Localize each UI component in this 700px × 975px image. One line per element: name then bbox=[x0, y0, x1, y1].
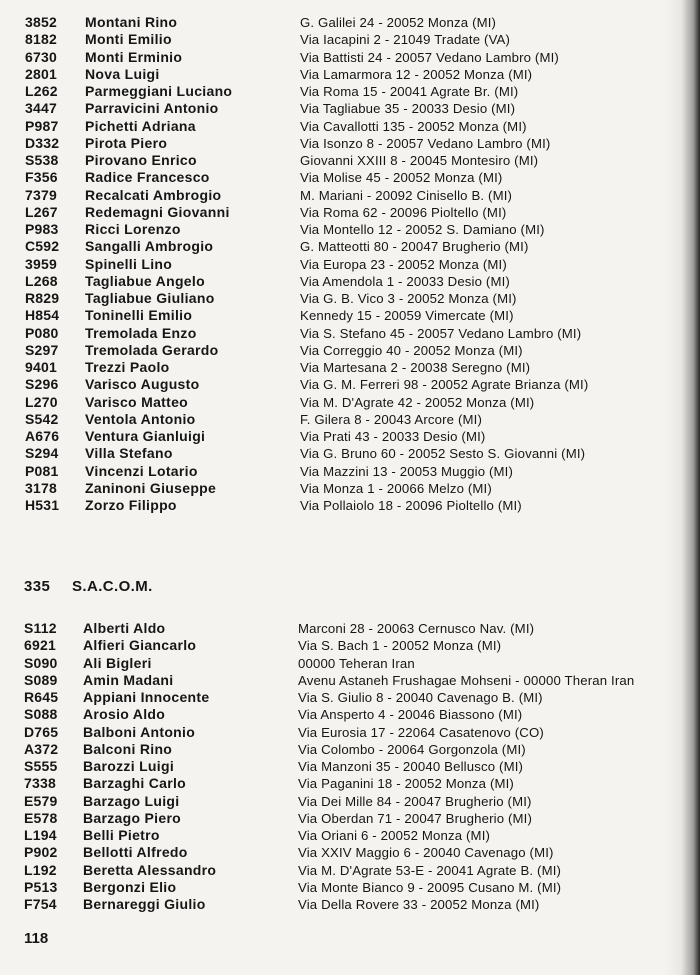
member-name: Toninelli Emilio bbox=[85, 307, 193, 324]
section-title: S.A.C.O.M. bbox=[72, 578, 153, 595]
member-code: L270 bbox=[25, 393, 58, 410]
member-code: S542 bbox=[25, 410, 59, 427]
member-name: Ricci Lorenzo bbox=[85, 221, 181, 237]
page-number: 118 bbox=[24, 930, 49, 947]
member-name: Arosio Aldo bbox=[83, 706, 166, 723]
member-code: S555 bbox=[24, 758, 58, 774]
member-code: F356 bbox=[25, 169, 58, 186]
member-address: Via Isonzo 8 - 20057 Vedano Lambro (MI) bbox=[300, 135, 551, 151]
member-address: Via Paganini 18 - 20052 Monza (MI) bbox=[298, 776, 514, 792]
member-name: Barzago Piero bbox=[83, 809, 182, 826]
member-name: Bellotti Alfredo bbox=[83, 844, 188, 861]
member-name: Varisco Matteo bbox=[85, 393, 189, 410]
member-address: Via Lamarmora 12 - 20052 Monza (MI) bbox=[300, 66, 533, 82]
member-name: Ali Bigleri bbox=[83, 654, 152, 671]
member-address: Marconi 28 - 20063 Cernusco Nav. (MI) bbox=[298, 621, 535, 636]
member-code: S112 bbox=[24, 620, 57, 636]
member-address: Via G. Bruno 60 - 20052 Sesto S. Giovanni (MI) bbox=[300, 446, 586, 462]
member-name: Tagliabue Giuliano bbox=[85, 290, 215, 306]
member-name: Alfieri Giancarlo bbox=[83, 637, 197, 654]
member-address: Via M. D'Agrate 42 - 20052 Monza (MI) bbox=[300, 394, 535, 410]
member-address: Via Monte Bianco 9 - 20095 Cusano M. (MI) bbox=[298, 879, 562, 895]
member-code: P983 bbox=[25, 221, 59, 237]
member-address: G. Galilei 24 - 20052 Monza (MI) bbox=[300, 15, 497, 30]
member-code: 7379 bbox=[25, 186, 57, 203]
member-address: Via Correggio 40 - 20052 Monza (MI) bbox=[300, 342, 523, 358]
member-code: 7338 bbox=[24, 775, 56, 792]
member-code: P987 bbox=[25, 117, 59, 134]
member-address: Via Monza 1 - 20066 Melzo (MI) bbox=[300, 480, 492, 496]
member-address: Via Pollaiolo 18 - 20096 Pioltello (MI) bbox=[300, 498, 522, 513]
member-name: Tremolada Enzo bbox=[85, 324, 197, 341]
member-address: Kennedy 15 - 20059 Vimercate (MI) bbox=[300, 308, 514, 324]
member-name: Tagliabue Angelo bbox=[85, 272, 205, 289]
member-address: Via Oberdan 71 - 20047 Brugherio (MI) bbox=[298, 810, 533, 826]
member-name: Ventola Antonio bbox=[85, 410, 196, 427]
member-address: Giovanni XXIII 8 - 20045 Montesiro (MI) bbox=[300, 153, 539, 168]
member-address: Via Europa 23 - 20052 Monza (MI) bbox=[300, 256, 507, 272]
member-address: Via Colombo - 20064 Gorgonzola (MI) bbox=[298, 741, 526, 757]
member-code: S297 bbox=[25, 341, 59, 358]
member-code: C592 bbox=[25, 238, 60, 255]
member-name: Redemagni Giovanni bbox=[85, 203, 230, 220]
member-code: L268 bbox=[25, 272, 58, 289]
member-address: M. Mariani - 20092 Cinisello B. (MI) bbox=[300, 187, 513, 203]
member-name: Appiani Innocente bbox=[83, 689, 210, 705]
member-code: 3959 bbox=[25, 255, 57, 272]
member-address: Via Dei Mille 84 - 20047 Brugherio (MI) bbox=[298, 793, 532, 809]
member-name: Parmeggiani Luciano bbox=[85, 83, 233, 99]
member-code: S296 bbox=[25, 376, 59, 393]
member-code: S088 bbox=[24, 706, 58, 723]
member-code: D332 bbox=[25, 134, 60, 151]
member-address: 00000 Teheran Iran bbox=[298, 655, 415, 671]
member-name: Montani Rino bbox=[85, 14, 178, 30]
member-name: Bernareggi Giulio bbox=[83, 896, 206, 912]
member-code: P902 bbox=[24, 844, 58, 861]
member-address: Via Della Rovere 33 - 20052 Monza (MI) bbox=[298, 897, 540, 912]
member-name: Monti Emilio bbox=[85, 31, 172, 48]
member-name: Trezzi Paolo bbox=[85, 359, 170, 375]
member-code: 6921 bbox=[24, 637, 56, 654]
member-code: P080 bbox=[25, 324, 59, 341]
member-name: Barzaghi Carlo bbox=[83, 775, 186, 792]
member-address: Via S. Stefano 45 - 20057 Vedano Lambro (MI) bbox=[300, 325, 582, 341]
member-name: Zorzo Filippo bbox=[85, 497, 177, 513]
member-name: Pirota Piero bbox=[85, 134, 168, 151]
member-code: S538 bbox=[25, 152, 59, 168]
member-name: Belli Pietro bbox=[83, 827, 160, 843]
member-address: Via Battisti 24 - 20057 Vedano Lambro (MI) bbox=[300, 49, 559, 65]
member-code: 6730 bbox=[25, 48, 57, 65]
member-address: Via Iacapini 2 - 21049 Tradate (VA) bbox=[300, 32, 511, 48]
member-name: Beretta Alessandro bbox=[83, 861, 217, 878]
member-name: Pichetti Adriana bbox=[85, 117, 196, 134]
member-address: Via G. B. Vico 3 - 20052 Monza (MI) bbox=[300, 291, 517, 306]
member-address: Via Amendola 1 - 20033 Desio (MI) bbox=[300, 273, 510, 289]
section-number: 335 bbox=[24, 578, 51, 595]
member-code: H531 bbox=[25, 497, 60, 513]
member-address: Via Manzoni 35 - 20040 Bellusco (MI) bbox=[298, 759, 524, 774]
member-name: Amin Madani bbox=[83, 671, 174, 688]
member-code: 9401 bbox=[25, 359, 57, 375]
member-address: Via Prati 43 - 20033 Desio (MI) bbox=[300, 429, 486, 444]
member-name: Alberti Aldo bbox=[83, 620, 166, 636]
member-address: Via M. D'Agrate 53-E - 20041 Agrate B. (MI) bbox=[298, 862, 562, 878]
member-name: Varisco Augusto bbox=[85, 376, 200, 393]
member-name: Pirovano Enrico bbox=[85, 152, 197, 168]
member-address: G. Matteotti 80 - 20047 Brugherio (MI) bbox=[300, 239, 529, 255]
member-name: Villa Stefano bbox=[85, 445, 173, 462]
member-name: Spinelli Lino bbox=[85, 255, 173, 272]
member-code: 3447 bbox=[25, 100, 57, 117]
member-code: A676 bbox=[25, 428, 60, 444]
member-address: Via Tagliabue 35 - 20033 Desio (MI) bbox=[300, 101, 516, 117]
member-code: A372 bbox=[24, 740, 59, 757]
member-address: Via Mazzini 13 - 20053 Muggio (MI) bbox=[300, 463, 514, 479]
member-address: Via G. M. Ferreri 98 - 20052 Agrate Brianza (MI) bbox=[300, 377, 589, 393]
member-name: Balboni Antonio bbox=[83, 723, 196, 740]
member-name: Vincenzi Lotario bbox=[85, 462, 198, 479]
page-edge-shadow bbox=[666, 0, 700, 975]
member-address: Via XXIV Maggio 6 - 20040 Cavenago (MI) bbox=[298, 845, 554, 861]
member-address: Via Montello 12 - 20052 S. Damiano (MI) bbox=[300, 222, 545, 237]
member-address: Via S. Bach 1 - 20052 Monza (MI) bbox=[298, 638, 502, 654]
member-code: L192 bbox=[24, 861, 57, 878]
member-address: Via Molise 45 - 20052 Monza (MI) bbox=[300, 170, 503, 186]
member-code: S089 bbox=[24, 671, 58, 688]
member-code: H854 bbox=[25, 307, 60, 324]
member-code: F754 bbox=[24, 896, 57, 912]
member-name: Monti Erminio bbox=[85, 48, 183, 65]
member-code: L262 bbox=[25, 83, 58, 99]
member-address: Via Ansperto 4 - 20046 Biassono (MI) bbox=[298, 707, 523, 723]
member-name: Barozzi Luigi bbox=[83, 758, 175, 774]
member-name: Sangalli Ambrogio bbox=[85, 238, 214, 255]
section-heading bbox=[24, 578, 153, 595]
member-code: E578 bbox=[24, 809, 58, 826]
member-address: Via S. Giulio 8 - 20040 Cavenago B. (MI) bbox=[298, 690, 543, 705]
member-name: Barzago Luigi bbox=[83, 792, 180, 809]
member-name: Parravicini Antonio bbox=[85, 100, 219, 117]
member-address: Via Martesana 2 - 20038 Seregno (MI) bbox=[300, 360, 531, 375]
member-code: D765 bbox=[24, 723, 59, 740]
member-code: E579 bbox=[24, 792, 58, 809]
member-address: F. Gilera 8 - 20043 Arcore (MI) bbox=[300, 411, 483, 427]
member-code: P513 bbox=[24, 878, 58, 895]
member-name: Ventura Gianluigi bbox=[85, 428, 206, 444]
member-name: Nova Luigi bbox=[85, 65, 160, 82]
member-address: Via Roma 62 - 20096 Pioltello (MI) bbox=[300, 204, 507, 220]
member-address: Via Eurosia 17 - 22064 Casatenovo (CO) bbox=[298, 724, 544, 740]
member-code: P081 bbox=[25, 462, 59, 479]
member-code: R829 bbox=[25, 290, 60, 306]
member-code: L194 bbox=[24, 827, 57, 843]
member-name: Tremolada Gerardo bbox=[85, 341, 219, 358]
member-code: L267 bbox=[25, 203, 58, 220]
member-name: Balconi Rino bbox=[83, 740, 173, 757]
member-address: Via Roma 15 - 20041 Agrate Br. (MI) bbox=[300, 84, 519, 99]
member-code: 2801 bbox=[25, 65, 57, 82]
member-code: 8182 bbox=[25, 31, 57, 48]
member-code: 3178 bbox=[25, 479, 57, 496]
member-code: R645 bbox=[24, 689, 59, 705]
member-name: Zaninoni Giuseppe bbox=[85, 479, 217, 496]
member-address: Via Cavallotti 135 - 20052 Monza (MI) bbox=[300, 118, 527, 134]
member-name: Radice Francesco bbox=[85, 169, 210, 186]
member-address: Via Oriani 6 - 20052 Monza (MI) bbox=[298, 828, 491, 843]
member-address: Avenu Astaneh Frushagae Mohseni - 00000 Theran Iran bbox=[298, 672, 635, 688]
member-code: S090 bbox=[24, 654, 58, 671]
member-code: 3852 bbox=[25, 14, 57, 30]
member-name: Recalcati Ambrogio bbox=[85, 186, 222, 203]
member-name: Bergonzi Elio bbox=[83, 878, 177, 895]
member-code: S294 bbox=[25, 445, 59, 462]
